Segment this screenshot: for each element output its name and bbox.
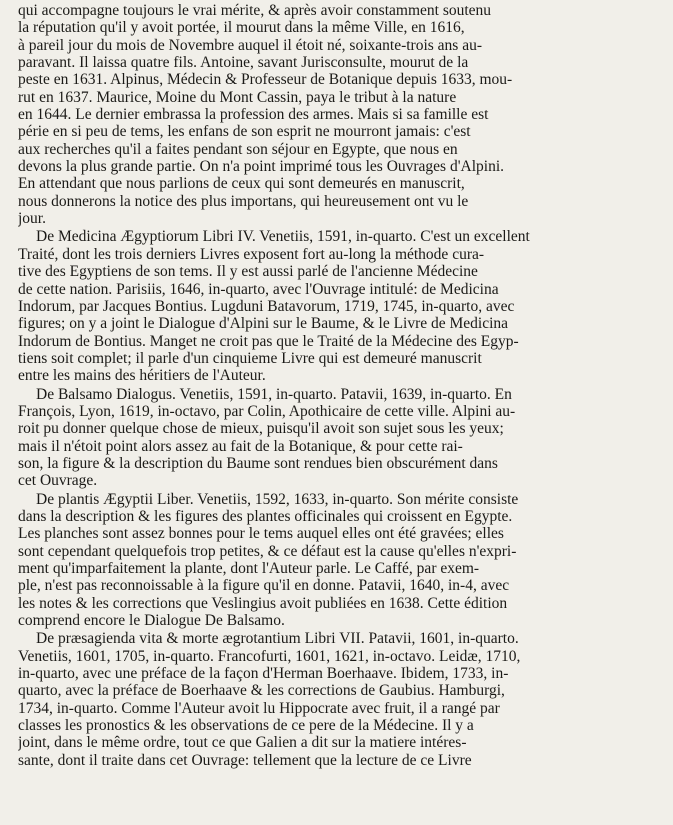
text-line: qui accompagne toujours le vrai mérite, & après avoir constamment soutenu [18,2,492,19]
text-line: périe en si peu de tems, les enfans de son esprit ne mourront jamais: c'est [18,123,471,141]
text-line: Venetiis, 1601, 1705, in-quarto. Francofurti, 1601, 1621, in-octavo. Leidæ, 1710, [18,647,521,665]
text-line: cet Ouvrage. [18,472,98,490]
text-line: comprend encore le Dialogue De Balsamo. [18,612,285,630]
text-line: son, la figure & la description du Baume sont rendues bien obscurément dans [18,454,498,472]
text-line: sont cependant quelquefois trop petites, & ce défaut est la cause qu'elles n'expri- [18,542,517,560]
text-line: les notes & les corrections que Veslingius avoit publiées en 1638. Cette édition [18,594,508,612]
text-line: Indorum, par Jacques Bontius. Lugduni Batavorum, 1719, 1745, in-quarto, avec [18,297,515,315]
text-line: dans la description & les figures des plantes officinales qui croissent en Egypte. [18,507,513,525]
text-line: entre les mains des héritiers de l'Auteur. [18,367,266,385]
text-line: tive des Egyptiens de son tems. Il y est aussi parlé de l'ancienne Médecine [18,263,478,281]
text-line: roit pu donner quelque chose de mieux, puisqu'il avoit son sujet sous les yeux; [18,420,504,438]
text-line: figures; on y a joint le Dialogue d'Alpini sur le Baume, & le Livre de Medicina [18,315,509,333]
text-line: François, Lyon, 1619, in-octavo, par Colin, Apothicaire de cette ville. Alpini au- [18,402,516,420]
text-line: en 1644. Le dernier embrassa la profession des armes. Mais si sa famille est [18,106,489,124]
text-line: nous donnerons la notice des plus importans, qui heureusement ont vu le [18,192,469,210]
text-line: 1734, in-quarto. Comme l'Auteur avoit lu Hippocrate avec fruit, il a rangé par [18,699,500,717]
text-line: paravant. Il laissa quatre fils. Antoine, savant Jurisconsulte, mourut de la [18,54,469,72]
text-line: quarto, avec la préface de Boerhaave & les corrections de Gaubius. Hamburgi, [18,682,505,700]
text-line: rut en 1637. Maurice, Moine du Mont Cassin, paya le tribut à la nature [18,88,457,106]
text-line: devons la plus grande partie. On n'a point imprimé tous les Ouvrages d'Alpini. [18,158,504,176]
text-line: Indorum de Bontius. Manget ne croit pas que le Traité de la Médecine des Egyp- [18,332,519,350]
text-line: joint, dans le même ordre, tout ce que Galien a dit sur la matiere intéres- [18,734,467,752]
paragraph-de-balsamo [18,386,663,490]
text-line: peste en 1631. Alpinus, Médecin & Professeur de Botanique depuis 1633, mou- [18,71,513,89]
text-line: classes les pronostics & les observations de ce pere de la Médecine. Il y a [18,717,474,735]
text-line: Traité, dont les trois derniers Livres exposent fort au-long la méthode cura- [18,245,485,263]
text-line: à pareil jour du mois de Novembre auquel il étoit né, soixante-trois ans au- [18,36,483,54]
paragraph-alpini-biography [18,2,663,227]
text-line: Les planches sont assez bonnes pour le tems auquel elles ont été gravées; elles [18,525,504,543]
text-line: En attendant que nous parlions de ceux qui sont demeurés en manuscrit, [18,175,465,193]
text-line: mais il n'étoit point alors assez au fait de la Botanique, & pour cette rai- [18,437,463,455]
text-line: jour. [18,210,46,228]
text-line: in-quarto, avec une préface de la façon d'Herman Boerhaave. Ibidem, 1733, in- [18,665,509,683]
paragraph-de-medicina-aegyptiorum [18,228,663,384]
text-line: ment qu'imparfaitement la plante, dont l'Auteur parle. Le Caffé, par exem- [18,560,480,577]
paragraph-de-praesagienda-vita [18,630,663,769]
text-line: De plantis Ægyptii Liber. Venetiis, 1592, 1633, in-quarto. Son mérite consiste [36,490,519,508]
text-line: la réputation qu'il y avoit portée, il mourut dans la même Ville, en 1616, [18,19,465,37]
text-line: De Medicina Ægyptiorum Libri IV. Venetiis, 1591, in-quarto. C'est un excellent [36,228,530,246]
text-line: De præsagienda vita & morte ægrotantium Libri VII. Patavii, 1601, in-quarto. [36,630,519,648]
text-line: sante, dont il traite dans cet Ouvrage: tellement que la lecture de ce Livre [18,751,472,769]
text-line: ple, n'est pas reconnoissable à la figure qu'il en donne. Patavii, 1640, in-4, avec [18,577,510,595]
text-line: tiens soit complet; il parle d'un cinquieme Livre qui est demeuré manuscrit [18,349,482,367]
text-line: de cette nation. Parisiis, 1646, in-quarto, avec l'Ouvrage intitulé: de Medicina [18,280,499,298]
text-line: De Balsamo Dialogus. Venetiis, 1591, in-quarto. Patavii, 1639, in-quarto. En [36,385,512,403]
text-line: aux recherches qu'il a faites pendant son séjour en Egypte, que nous en [18,140,458,158]
paragraph-de-plantis-aegypti [18,491,663,630]
